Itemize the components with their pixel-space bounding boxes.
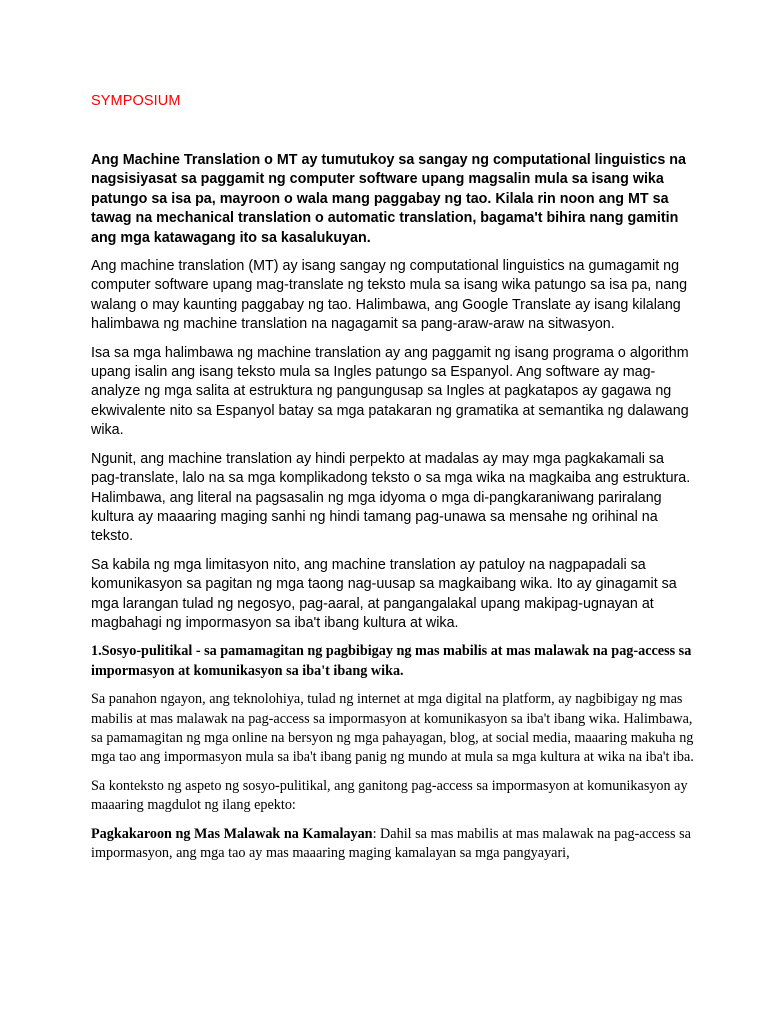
point-paragraph-kamalayan <box>91 825 695 864</box>
body-paragraph-5: Sa panahon ngayon, ang teknolohiya, tulad ng internet at mga digital na platform, ay nagbibigay ng mas mabilis at mas malawak na pag-access sa impormasyon at komunikasyon sa iba't ibang wika. Halimbawa, sa pamamagitan ng mga online na bersyon ng mga pahayagan, blog, at social media, maaaring makuha ng mga tao ang impormasyon mula sa iba't ibang panig ng mundo at mula sa mga kultura at wika na iba't iba. <box>91 691 694 766</box>
document-heading: SYMPOSIUM <box>91 93 181 109</box>
intro-paragraph: Ang Machine Translation o MT ay tumutukoy sa sangay ng computational linguistics na nagsisiyasat sa paggamit ng computer software upang magsalin mula sa isang wika patungo sa isa pa, mayroon o wala mang paggabay ng tao. Kilala rin noon ang MT sa tawag na mechanical translation o automatic translation, bagama't bihira nang gamitin ang mga katawagang ito sa kasalukuyan. <box>91 152 686 246</box>
body-paragraph-6: Sa konteksto ng aspeto ng sosyo-pulitikal, ang ganitong pag-access sa impormasyon at komunikasyon ay maaaring magdulot ng ilang epekto: <box>91 777 688 814</box>
body-paragraph-4: Sa kabila ng mga limitasyon nito, ang machine translation ay patuloy na nagpapadali sa komunikasyon sa pagitan ng mga taong nag-uusap sa magkaibang wika. Ito ay ginagamit sa mga larangan tulad ng negosyo, pag-aaral, at pangangalakal upang makipag-ugnayan at magbahagi ng impormasyon sa iba't ibang kultura at wika. <box>91 556 677 631</box>
point-body-text: : Dahil sa mas mabilis at mas malawak na pag-access sa impormasyon, ang mga tao ay mas maaaring maging kamalayan sa mga pangyayari, <box>91 825 691 861</box>
document-body <box>91 151 695 872</box>
point-lead-text: Pagkakaroon ng Mas Malawak na Kamalayan <box>91 825 373 842</box>
body-paragraph-3: Ngunit, ang machine translation ay hindi perpekto at madalas ay may mga pagkakamali sa pag-translate, lalo na sa mga komplikadong teksto o sa mga wika na magkaiba ang estruktura. Halimbawa, ang literal na pagsasalin ng mga idyoma o mga di-pangkaraniwang pariralang kultura ay maaaring maging sanhi ng hindi tamang pag-unawa sa mensahe ng orihinal na teksto. <box>91 450 691 545</box>
body-paragraph-1: Ang machine translation (MT) ay isang sangay ng computational linguistics na gumagamit ng computer software upang mag-translate ng teksto mula sa isang wika patungo sa isa pa, nang walang o may kaunting paggabay ng tao. Halimbawa, ang Google Translate ay isang kilalang halimbawa ng machine translation na nagagamit sa pang-araw-araw na sitwasyon. <box>91 258 688 333</box>
body-paragraph-2: Isa sa mga halimbawa ng machine translation ay ang paggamit ng isang programa o algorithm upang isalin ang isang teksto mula sa Ingles patungo sa Espanyol. Ang software ay mag-analyze ng mga salita at estruktura ng pangungusap sa Ingles at pagkatapos ay gagawa ng ekwivalente nito sa Espanyol batay sa mga patakaran ng gramatika at semantika ng dalawang wika. <box>91 344 689 439</box>
section-heading-sosyo-pulitikal: 1.Sosyo-pulitikal - sa pamamagitan ng pagbibigay ng mas mabilis at mas malawak na pag-access sa impormasyon at komunikasyon sa iba't ibang wika. <box>91 643 692 679</box>
